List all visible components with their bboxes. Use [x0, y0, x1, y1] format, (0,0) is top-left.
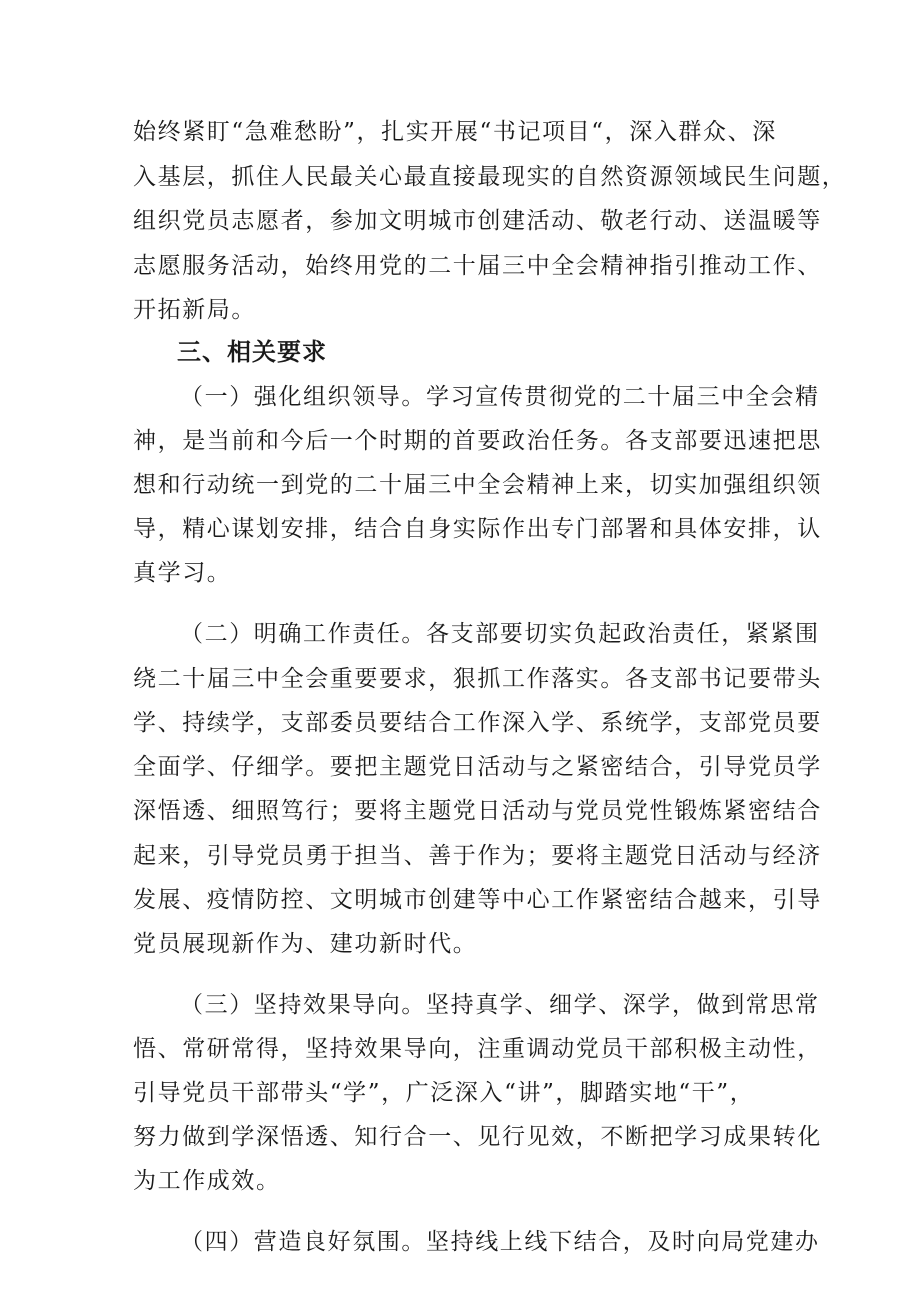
paragraph-line: 学、持续学，支部委员要结合工作深入学、系统学，支部党员要	[133, 710, 822, 736]
intro-line: 志愿服务活动，始终用党的二十届三中全会精神指引推动工作、	[133, 253, 822, 279]
paragraph-line: （三）坚持效果导向。坚持真学、细学、深学，做到常思常	[180, 992, 820, 1018]
paragraph-line: 起来，引导党员勇于担当、善于作为；要将主题党日活动与经济	[133, 843, 822, 869]
paragraph-line: 真学习。	[133, 560, 232, 586]
section-heading: 三、相关要求	[177, 338, 327, 366]
paragraph-line: （一）强化组织领导。学习宣传贯彻党的二十届三中全会精	[180, 384, 820, 410]
paragraph-line: 绕二十届三中全会重要要求，狠抓工作落实。各支部书记要带头	[133, 666, 822, 692]
paragraph-line: 为工作成效。	[133, 1168, 281, 1194]
paragraph-line: 党员展现新作为、建功新时代。	[133, 931, 478, 957]
paragraph-line: 导，精心谋划安排，结合自身实际作出专门部署和具体安排，认	[133, 516, 822, 542]
paragraph-line: 引导党员干部带头“学”，广泛深入“讲”，脚踏实地“干”，	[133, 1080, 755, 1106]
paragraph-line: 全面学、仔细学。要把主题党日活动与之紧密结合，引导党员学	[133, 754, 822, 780]
paragraph-line: 深悟透、细照笃行；要将主题党日活动与党员党性锻炼紧密结合	[133, 798, 822, 824]
intro-line: 入基层，抓住人民最关心最直接最现实的自然资源领域民生问题，	[133, 164, 847, 190]
paragraph-line: 努力做到学深悟透、知行合一、见行见效，不断把学习成果转化	[133, 1124, 822, 1150]
paragraph-line: （四）营造良好氛围。坚持线上线下结合，及时向局党建办	[180, 1229, 820, 1255]
intro-line: 组织党员志愿者，参加文明城市创建活动、敬老行动、送温暖等	[133, 208, 822, 234]
paragraph-line: 悟、常研常得，坚持效果导向，注重调动党员干部积极主动性，	[133, 1036, 822, 1062]
intro-line: 始终紧盯“急难愁盼”，扎实开展“书记项目“，深入群众、深	[133, 119, 777, 145]
paragraph-line: （二）明确工作责任。各支部要切实负起政治责任，紧紧围	[180, 621, 820, 647]
paragraph-line: 想和行动统一到党的二十届三中全会精神上来，切实加强组织领	[133, 472, 822, 498]
paragraph-line: 发展、疫情防控、文明城市创建等中心工作紧密结合越来，引导	[133, 887, 822, 913]
intro-line: 开拓新局。	[133, 297, 256, 323]
paragraph-line: 神，是当前和今后一个时期的首要政治任务。各支部要迅速把思	[133, 428, 822, 454]
